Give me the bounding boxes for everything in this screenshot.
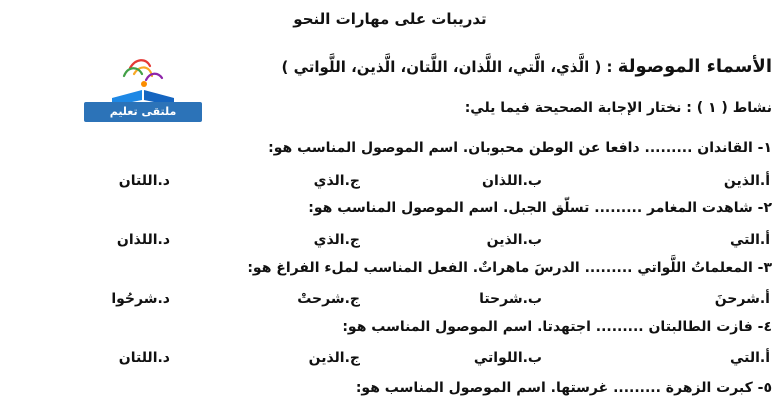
- question-1-option-b[interactable]: ب.اللذان: [482, 173, 542, 189]
- question-1-option-c[interactable]: ج.الذي: [313, 173, 360, 189]
- question-1: ١- القاندان ......... دافعا عن الوطن محبوبان. اسم الموصول المناسب هو:: [268, 140, 772, 156]
- question-4-option-b[interactable]: ب.اللواتي: [473, 350, 542, 366]
- heading-term: الأسماء الموصولة: [617, 56, 772, 77]
- question-4-option-a[interactable]: أ.التي: [729, 350, 770, 366]
- question-1-option-d[interactable]: د.اللتان: [118, 173, 170, 189]
- activity-title: نشاط ( ١ ) : نختار الإجابة الصحيحة فيما يلي:: [464, 100, 772, 116]
- question-4-option-d[interactable]: د.اللتان: [118, 350, 170, 366]
- question-2-option-b[interactable]: ب.الذين: [486, 232, 542, 248]
- heading-list: : ( الَّذي، الَّتي، اللَّذان، اللَّتان، الَّذين، اللَّواتي ): [281, 58, 613, 76]
- question-2: ٢- شاهدت المغامر ......... تسلّق الجبل. اسم الموصول المناسب هو:: [308, 200, 772, 216]
- question-2-option-c[interactable]: ج.الذي: [313, 232, 360, 248]
- question-3-option-d[interactable]: د.شرحُوا: [111, 291, 170, 307]
- question-5: ٥- كبرت الزهرة ......... غرستها. اسم الموصول المناسب هو:: [355, 380, 772, 396]
- relative-pronouns-heading: [282, 56, 772, 77]
- question-3-option-b[interactable]: ب.شرحتا: [479, 291, 542, 307]
- question-4-option-c[interactable]: ج.الذين: [308, 350, 360, 366]
- question-3-option-c[interactable]: ج.شرحتْ: [297, 291, 360, 307]
- question-1-option-a[interactable]: أ.الذين: [723, 173, 770, 189]
- question-3: ٣- المعلماتُ اللَّواتي ......... الدرسَ ماهراتٌ. الفعل المناسب لملء الفراغ هو:: [247, 260, 772, 276]
- question-3-option-a[interactable]: أ.شرحنَ: [714, 291, 770, 307]
- question-2-option-d[interactable]: د.اللذان: [116, 232, 170, 248]
- question-2-option-a[interactable]: أ.التي: [729, 232, 770, 248]
- question-4: ٤- فازت الطالبتان ......... اجتهدتا. اسم الموصول المناسب هو:: [342, 319, 772, 335]
- page-title: تدريبات على مهارات النحو: [293, 10, 487, 28]
- logo-text: ملتقى تعليم فلسطين: [84, 102, 202, 122]
